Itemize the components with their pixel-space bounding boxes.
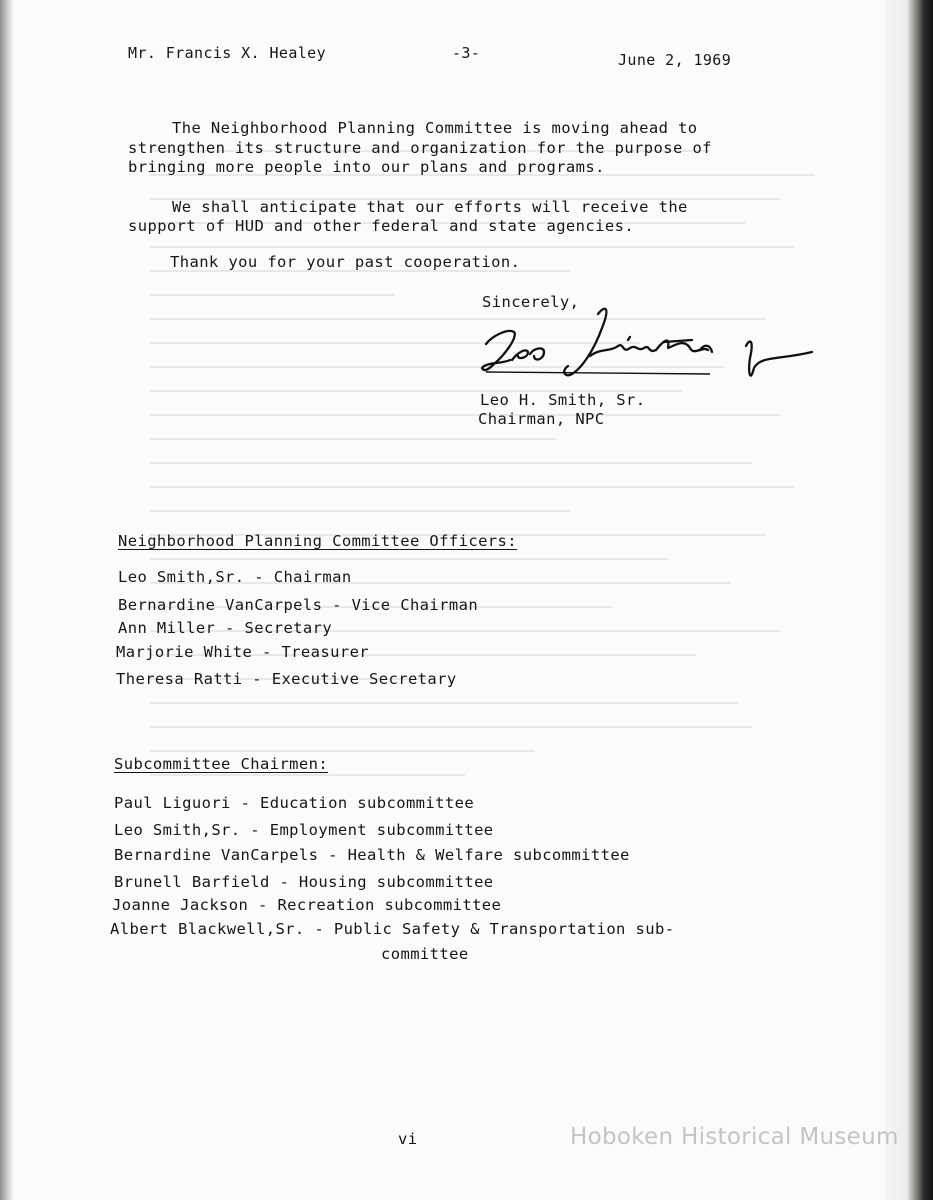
salutation: Sincerely, (482, 293, 580, 311)
officer-item: Marjorie White - Treasurer (116, 643, 370, 661)
paragraph-1-line-2: strengthen its structure and organization for the purpose of (128, 139, 712, 157)
subcommittee-continuation: committee (381, 945, 469, 963)
officer-item: Leo Smith,Sr. - Chairman (118, 568, 352, 586)
paragraph-2-line-1: We shall anticipate that our efforts will receive the (172, 198, 688, 216)
signature-image (478, 302, 818, 392)
page-binding-shadow (0, 0, 14, 1200)
subcommittee-item: Brunell Barfield - Housing subcommittee (114, 873, 494, 891)
recipient-name: Mr. Francis X. Healey (128, 44, 327, 62)
paragraph-1-line-1: The Neighborhood Planning Committee is moving ahead to (172, 119, 698, 137)
page-right-edge (885, 0, 933, 1200)
subcommittee-item: Leo Smith,Sr. - Employment subcommittee (114, 821, 494, 839)
signer-title: Chairman, NPC (478, 410, 605, 428)
subcommittee-item: Joanne Jackson - Recreation subcommittee (112, 896, 502, 914)
officer-item: Bernardine VanCarpels - Vice Chairman (118, 596, 479, 614)
subcommittee-item: Albert Blackwell,Sr. - Public Safety & Transportation sub- (110, 920, 675, 938)
officer-item: Ann Miller - Secretary (118, 619, 333, 637)
officers-heading: Neighborhood Planning Committee Officers: (118, 532, 518, 550)
paragraph-3: Thank you for your past cooperation. (170, 253, 521, 271)
letter-date: June 2, 1969 (618, 51, 732, 69)
paragraph-2-line-2: support of HUD and other federal and state agencies. (128, 217, 635, 235)
subcommittee-item: Bernardine VanCarpels - Health & Welfare subcommittee (114, 846, 630, 864)
page-marker: -3- (452, 44, 481, 62)
paragraph-1-line-3: bringing more people into our plans and programs. (128, 158, 605, 176)
officer-item: Theresa Ratti - Executive Secretary (116, 670, 457, 688)
subcommittees-heading: Subcommittee Chairmen: (114, 755, 329, 773)
subcommittee-item: Paul Liguori - Education subcommittee (114, 794, 475, 812)
page-number: vi (398, 1130, 418, 1148)
signer-name: Leo H. Smith, Sr. (480, 391, 646, 409)
museum-watermark: Hoboken Historical Museum (570, 1124, 899, 1150)
